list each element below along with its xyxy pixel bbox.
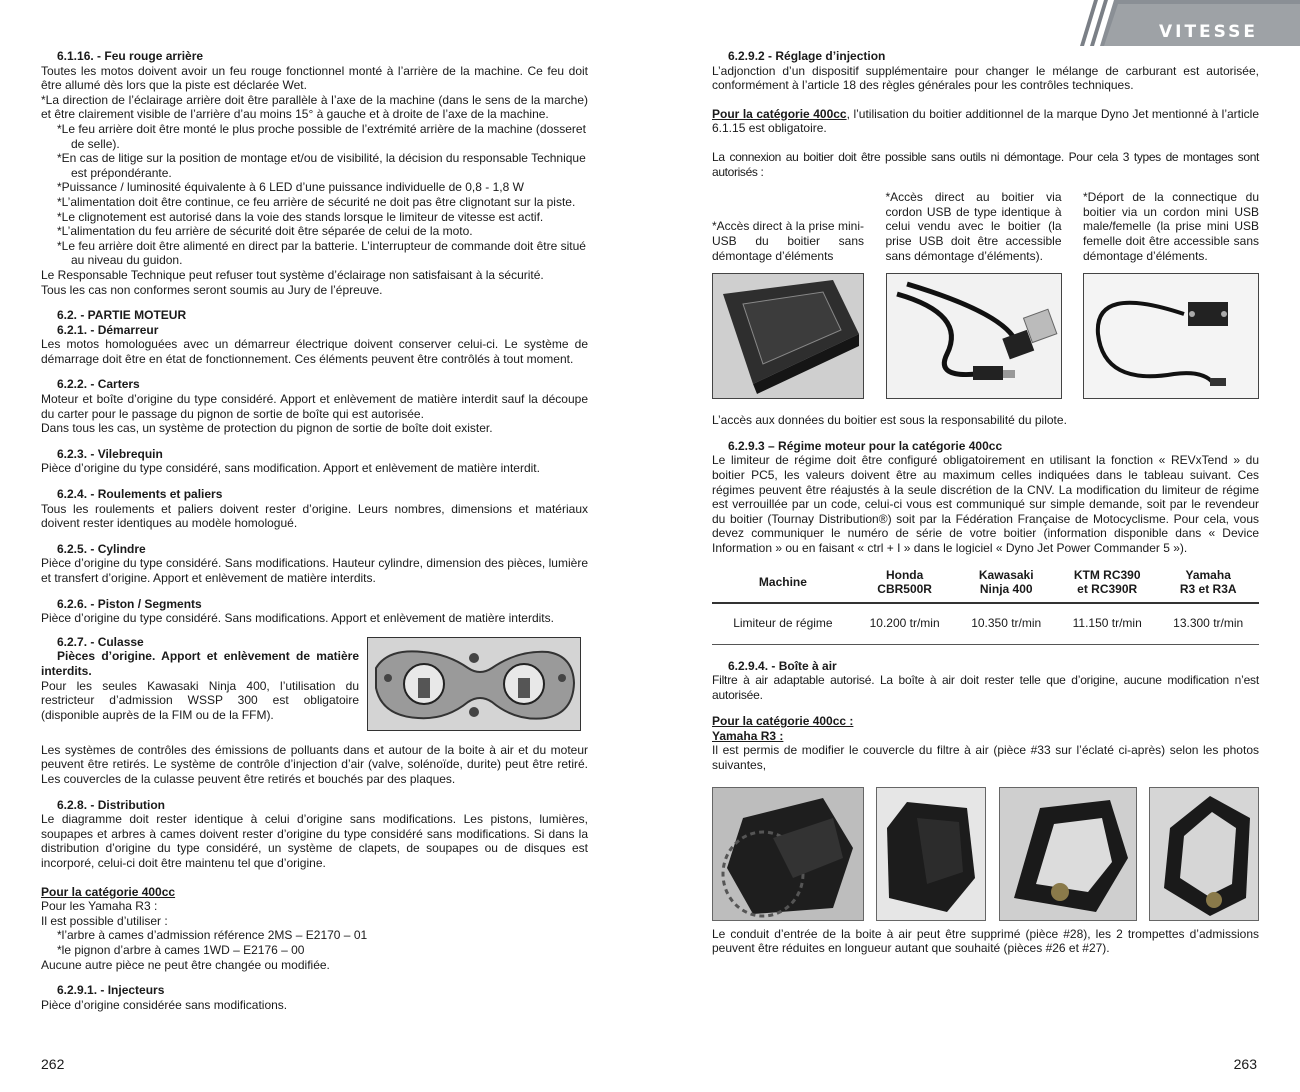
paragraph: Les motos homologuées avec un démarreur électrique doivent conserver celui-ci. Le système de démarrage doit être en état de fonctionnement. Ces éléments peuvent être contrôlés à tout moment. <box>41 337 588 366</box>
header-line: Yamaha <box>1185 567 1231 582</box>
airbox-photos <box>712 787 1259 921</box>
paragraph: L’accès aux données du boitier est sous la responsabilité du pilote. <box>712 413 1067 428</box>
page-number: 263 <box>1233 1056 1257 1072</box>
paragraph: Pour les Yamaha R3 : <box>41 899 158 914</box>
paragraph: Le limiteur de régime doit être configuré obligatoirement en utilisant la fonction « REVxTend » du boitier PC5, les valeurs doivent être au maximum celles indiquées dans le tableau suivant. Ces régimes peuvent être réajustés à la seule discrétion de la CNV. La modification du limiteur de régime est verrouillée par un code, celui-ci vous est communiqué sur simple demande, soit par le revendeur du boitier (Tournay Distribution®) soit par la Fédération Française de Motocyclisme. Pour cela, vous devez communiquer le numéro de série de votre boitier (information disponible dans « Device Information » ou en faisant « ctrl + I » dans le logiciel « Dyno Jet Power Commander 5 »). <box>712 453 1259 555</box>
restrictor-plate-photo <box>367 637 581 731</box>
paragraph-category-dynojet <box>712 107 1259 136</box>
header-line: R3 et R3A <box>1179 581 1237 596</box>
heading-6-2-6: 6.2.6. - Piston / Segments <box>57 596 202 611</box>
right-page <box>650 0 1300 1092</box>
airbox-photo <box>876 787 986 921</box>
option-caption: *Accès direct à la prise mini-USB du boitier sans démontage d’éléments <box>712 219 864 263</box>
paragraph: Les systèmes de contrôles des émissions de polluants dans et autour de la boite à air et du moteur peuvent être retirés. Le système de contrôle d’injection d’air (valve, solénoïde, durite) peut être retiré. Les couvercles de la culasse peuvent être retirés et bouchés par des plaques. <box>41 742 588 786</box>
culasse-bold-text: Pièces d’origine. Apport et enlèvement de matière interdits. <box>41 649 359 678</box>
airbox-image <box>713 788 863 920</box>
table-cell: 10.350 tr/min <box>955 603 1057 645</box>
paragraph: Il est possible d’utiliser : <box>41 913 168 928</box>
table-header-row <box>712 566 1259 603</box>
header-line: Machine <box>758 574 807 589</box>
paragraph: Tous les roulements et paliers doivent rester d’origine. Leurs nombres, dimensions et matériaux doivent rester identiques au modèle homologué. <box>41 501 588 531</box>
paragraph: Le conduit d’entrée de la boite à air peut être supprimé (pièce #28), les 2 trompettes d’admissions peuvent être réduites en longueur autant que souhaité (pièces #26 et #27). <box>712 926 1259 956</box>
right-column <box>712 49 1259 956</box>
list-item: *Le feu arrière doit être alimenté en direct par la batterie. L’interrupteur de commande doit être situé au niveau du guidon. <box>57 238 586 268</box>
paragraph-text: , l’utilisation du boitier additionnel de la marque Dyno Jet mentionné à l’article 6.1.15 est obligatoire. <box>712 106 1259 136</box>
table-header <box>1057 566 1157 603</box>
table-cell: 11.150 tr/min <box>1057 603 1157 645</box>
paragraph: Le Responsable Technique peut refuser tout système d’éclairage non satisfaisant à la sécurité. <box>41 267 544 282</box>
table-header <box>1157 566 1259 603</box>
paragraph: Pièce d’origine du type considéré. Sans modifications. Apport et enlèvement de matière interdits. <box>41 611 554 626</box>
paragraph: Toutes les motos doivent avoir un feu rouge fonctionnel monté à l’arrière de la machine. Ce feu doit être allumé dès lors que la piste est déclarée Wet. <box>41 63 588 93</box>
heading-6-2-1: 6.2.1. - Démarreur <box>57 322 159 337</box>
table-header <box>955 566 1057 603</box>
category-400cc-label: Pour la catégorie 400cc <box>41 884 176 899</box>
table-cell: 13.300 tr/min <box>1157 603 1259 645</box>
header-line: KTM RC390 <box>1073 567 1141 582</box>
list-item: *L’alimentation doit être continue, ce feu arrière de sécurité ne doit pas être clignotant sur la piste. <box>57 194 576 209</box>
heading-6-2-9-2: 6.2.9.2 - Réglage d’injection <box>728 49 886 63</box>
table-header <box>712 566 854 603</box>
option-caption: *Accès direct au boitier via cordon USB de type identique à celui vendu avec le boitier (la prise USB doit être accessible sans démontage d’éléments). <box>885 190 1062 263</box>
paragraph: Il est permis de modifier le couvercle du filtre à air (pièce #33 sur l’éclaté ci-après) selon les photos suivantes, <box>712 743 1259 773</box>
rev-limit-table <box>712 566 1259 645</box>
power-commander-image <box>713 274 863 398</box>
header-line: Honda <box>885 567 924 582</box>
option-caption: *Déport de la connectique du boitier via un cordon mini USB male/femelle (la prise mini USB femelle doit être accessible sans démontage d’éléments. <box>1083 190 1259 263</box>
heading-6-1-16: 6.1.16. - Feu rouge arrière <box>57 49 204 63</box>
list-item: *l’arbre à cames d’admission référence 2MS – E2170 – 01 <box>57 928 368 943</box>
paragraph: Tous les cas non conformes seront soumis au Jury de l’épreuve. <box>41 282 383 297</box>
heading-6-2-2: 6.2.2. - Carters <box>57 377 140 392</box>
mini-usb-extension-photo <box>1083 273 1259 399</box>
paragraph: La connexion au boitier doit être possible sans outils ni démontage. Pour cela 3 types de montages sont autorisés : <box>712 149 1259 179</box>
power-commander-photo <box>712 273 864 399</box>
paragraph: Aucune autre pièce ne peut être changée ou modifiée. <box>41 957 330 972</box>
heading-6-2-7: 6.2.7. - Culasse <box>57 634 144 649</box>
table-row <box>712 603 1259 645</box>
airbox-photo <box>999 787 1137 921</box>
paragraph: Filtre à air adaptable autorisé. La boîte à air doit rester telle que d’origine, aucune modification n’est autorisée. <box>712 673 1259 702</box>
culasse-block <box>41 635 588 731</box>
left-column <box>41 49 588 1012</box>
category-400cc-label: Pour la catégorie 400cc : <box>712 714 854 729</box>
airbox-photo <box>1149 787 1259 921</box>
paragraph: Pour les seules Kawasaki Ninja 400, l’utilisation du restricteur d’admission WSSP 300 est obligatoire (disponible auprès de la FIM ou de la FFM). <box>41 678 359 722</box>
heading-6-2-3: 6.2.3. - Vilebrequin <box>57 446 163 461</box>
usb-cable-image <box>887 274 1061 398</box>
heading-6-2-8: 6.2.8. - Distribution <box>57 797 166 812</box>
culasse-text <box>41 635 359 731</box>
table-cell: Limiteur de régime <box>712 603 854 645</box>
heading-6-2-9-4: 6.2.9.4. - Boîte à air <box>728 658 837 673</box>
paragraph: Pièce d’origine du type considéré, sans modification. Apport et enlèvement de matière interdit. <box>41 461 540 476</box>
mini-usb-extension-image <box>1084 274 1258 398</box>
connection-options <box>712 191 1259 399</box>
paragraph: Pièce d’origine considérée sans modifications. <box>41 997 288 1012</box>
paragraph: Le diagramme doit rester identique à celui d’origine sans modifications. Les pistons, lumières, soupapes et arbres à cames doivent rester d’origine du type considéré sans modifications. Si dans la distribution d’origine du type considéré, un système de clapets, de soupapes ou de disques est incorporé, celui-ci doit être maintenu tel que d’origine. <box>41 812 588 870</box>
section-banner <box>1068 0 1300 46</box>
list-item: *le pignon d’arbre à cames 1WD – E2176 – 00 <box>57 942 305 957</box>
connection-option <box>886 191 1062 399</box>
list-item: *En cas de litige sur la position de montage et/ou de visibilité, la décision du responsable Technique est prépondérante. <box>57 151 586 180</box>
paragraph: L’adjonction d’un dispositif supplémentaire pour changer le mélange de carburant est autorisée, conformément à l’article 18 des règles générales pour les contrôles techniques. <box>712 63 1259 93</box>
airbox-cover-image <box>877 788 985 920</box>
section-title: VITESSE <box>1158 22 1258 42</box>
heading-6-2-5: 6.2.5. - Cylindre <box>57 541 146 556</box>
paragraph: *La direction de l’éclairage arrière doit être parallèle à l’axe de la machine (dans le sens de la marche) et être clairement visible de l’arrière d’au moins 15° à gauche et à droite de l’axe de la machine. <box>41 92 588 122</box>
paragraph: Dans tous les cas, un système de protection du pignon de sortie de boîte doit exister. <box>41 421 493 436</box>
table-cell: 10.200 tr/min <box>854 603 956 645</box>
connection-option <box>1083 191 1259 399</box>
header-line: CBR500R <box>877 581 932 596</box>
heading-6-2-9-3: 6.2.9.3 – Régime moteur pour la catégorie 400cc <box>728 438 1003 453</box>
connection-option <box>712 191 864 399</box>
header-line: Kawasaki <box>978 567 1034 582</box>
list-item: *Puissance / luminosité équivalente à 6 LED d’une puissance individuelle de 0,8 - 1,8 W <box>57 180 524 195</box>
list-item: *Le feu arrière doit être monté le plus proche possible de l’extrémité arrière de la machine (dosseret de selle). <box>57 121 586 151</box>
list-item: *L’alimentation du feu arrière de sécurité doit être séparée de celui de la moto. <box>57 224 473 239</box>
airbox-frame-image <box>1150 788 1258 920</box>
model-label: Yamaha R3 : <box>712 728 784 743</box>
airbox-open-image <box>1000 788 1136 920</box>
paragraph: Moteur et boîte d’origine du type considéré. Apport et enlèvement de matière interdit sauf la découpe du carter pour le passage du pignon de sortie de boîte qui est autorisée. <box>41 392 588 421</box>
restrictor-plate-image <box>368 638 580 730</box>
heading-6-2-9-1: 6.2.9.1. - Injecteurs <box>57 983 165 998</box>
paragraph: Pièce d’origine du type considéré. Sans modifications. Hauteur cylindre, dimension des pièces, lumière et transfert d’origine. Apport et enlèvement de matière interdits. <box>41 556 588 585</box>
page-number: 262 <box>41 1056 65 1072</box>
heading-6-2-4: 6.2.4. - Roulements et paliers <box>57 487 223 502</box>
heading-6-2: 6.2. - PARTIE MOTEUR <box>57 308 187 323</box>
header-line: Ninja 400 <box>979 581 1033 596</box>
list-item: *Le clignotement est autorisé dans la voie des stands lorsque le limiteur de vitesse est actif. <box>57 209 544 224</box>
airbox-photo <box>712 787 864 921</box>
header-line: et RC390R <box>1077 581 1138 596</box>
category-400cc-label: Pour la catégorie 400cc <box>712 106 847 121</box>
table-header <box>854 566 956 603</box>
usb-cable-photo <box>886 273 1062 399</box>
